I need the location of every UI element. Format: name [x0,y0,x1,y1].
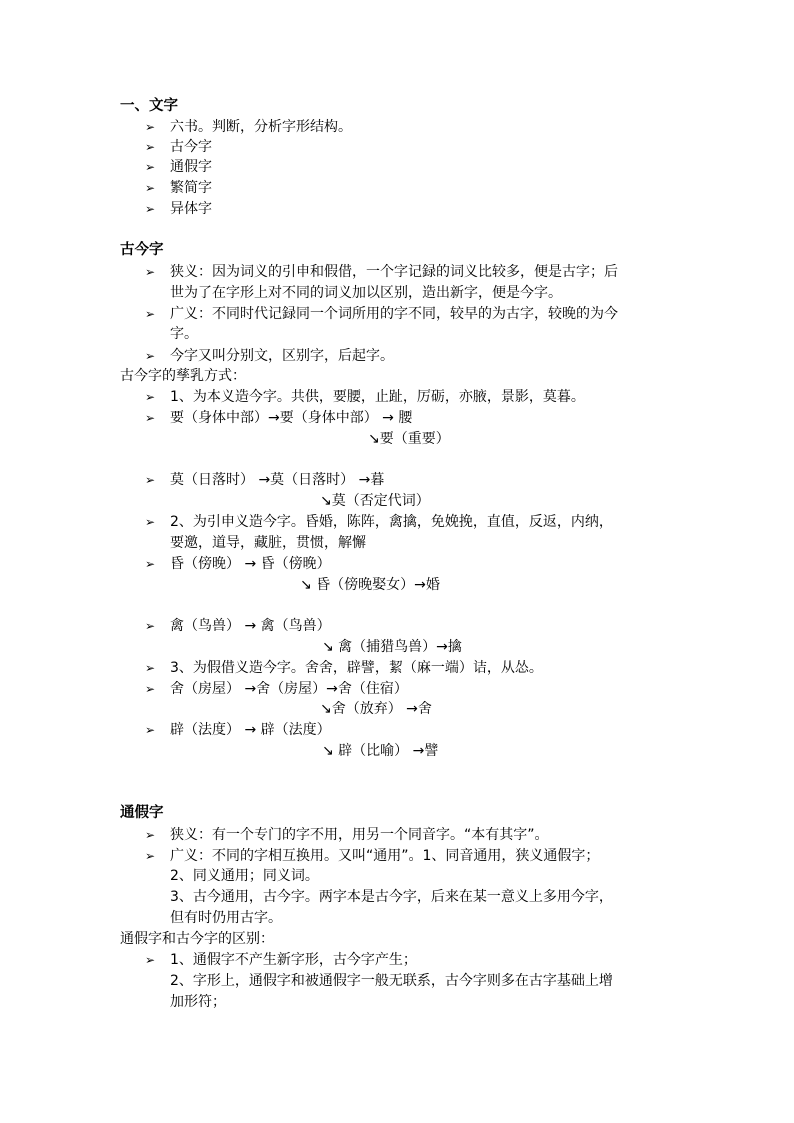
paragraph-line: 2、字形上，通假字和被通假字一般无联系，古今字则多在古字基础上增 [170,973,613,989]
paragraph-line: 字。 [170,326,198,342]
bullet-icon: ➢ [145,265,156,279]
bullet-icon: ➢ [145,723,156,737]
section-title-wenzi: 一、文字 [120,98,178,114]
derivation-line: 舍（房屋） →舍（房屋）→舍（住宿） [170,681,408,697]
section-title-gujinzi: 古今字 [120,242,164,258]
bullet-icon: ➢ [145,307,156,321]
list-item: 六书。判断，分析字形结构。 [170,119,352,135]
paragraph-line: 3、为假借义造今字。舍舍，辟譬，絜（麻一端）诘，从怂。 [170,660,543,676]
bullet-icon: ➢ [145,557,156,571]
derivation-line: 要（身体中部）→要（身体中部） → 腰 [170,410,413,426]
section-title-tongjiazi: 通假字 [120,805,164,821]
paragraph-line: 世为了在字形上对不同的词义加以区别，造出新字，便是今字。 [170,285,562,301]
bullet-icon: ➢ [145,181,156,195]
bullet-icon: ➢ [145,120,156,134]
list-item: 通假字 [170,159,212,175]
derivation-branch: ↘莫（否定代词） [320,493,430,509]
list-item: 繁简字 [170,180,212,196]
bullet-icon: ➢ [145,619,156,633]
subheading: 通假字和古今字的区别： [120,931,274,947]
paragraph-line: 但有时仍用古字。 [170,910,282,926]
bullet-icon: ➢ [145,390,156,404]
bullet-icon: ➢ [145,202,156,216]
bullet-icon: ➢ [145,828,156,842]
paragraph-line: 今字又叫分别文，区别字，后起字。 [170,348,394,364]
bullet-icon: ➢ [145,661,156,675]
derivation-line: 辟（法度） → 辟（法度） [170,722,331,738]
subheading: 古今字的孳乳方式： [120,368,246,384]
paragraph-line: 3、古今通用，古今字。两字本是古今字，后来在某一意义上多用今字， [170,889,613,905]
derivation-branch: ↘ 禽（捕猎鸟兽）→擒 [322,639,462,655]
bullet-icon: ➢ [145,160,156,174]
bullet-icon: ➢ [145,682,156,696]
bullet-icon: ➢ [145,411,156,425]
derivation-line: 昏（傍晚） → 昏（傍晚） [170,556,331,572]
list-item: 异体字 [170,201,212,217]
derivation-branch: ↘ 昏（傍晚娶女）→婚 [300,577,440,593]
bullet-icon: ➢ [145,140,156,154]
paragraph-line: 狭义：有一个专门的字不用，用另一个同音字。“本有其字”。 [170,827,549,843]
paragraph-line: 广义：不同的字相互换用。又叫“通用”。1、同音通用，狭义通假字； [170,848,600,864]
derivation-branch: ↘舍（放弃） →舍 [320,701,432,717]
bullet-icon: ➢ [145,349,156,363]
paragraph-line: 狭义：因为词义的引申和假借，一个字记録的词义比较多，便是古字；后 [170,264,618,280]
paragraph-line: 1、通假字不产生新字形，古今字产生； [170,952,417,968]
derivation-branch: ↘要（重要） [368,431,450,447]
paragraph-line: 2、为引申义造今字。昏婚，陈阵，禽擒，免娩挽，直值，反返，内纳， [170,514,613,530]
derivation-line: 莫（日落时） →莫（日落时） →暮 [170,472,385,488]
bullet-icon: ➢ [145,515,156,529]
paragraph-line: 加形符； [170,994,226,1010]
bullet-icon: ➢ [145,953,156,967]
derivation-line: 禽（鸟兽） → 禽（鸟兽） [170,618,331,634]
bullet-icon: ➢ [145,473,156,487]
list-item: 古今字 [170,139,212,155]
bullet-icon: ➢ [145,849,156,863]
paragraph-line: 1、为本义造今字。共供，要腰，止趾，厉砺，亦腋，景影，莫暮。 [170,389,585,405]
paragraph-line: 要邀，道导，藏脏，贯惯，解懈 [170,535,366,551]
paragraph-line: 2、同义通用；同义词。 [170,868,319,884]
paragraph-line: 广义：不同时代记録同一个词所用的字不同，较早的为古字，较晚的为今 [170,306,618,322]
derivation-branch: ↘ 辟（比喻） →譬 [322,743,439,759]
